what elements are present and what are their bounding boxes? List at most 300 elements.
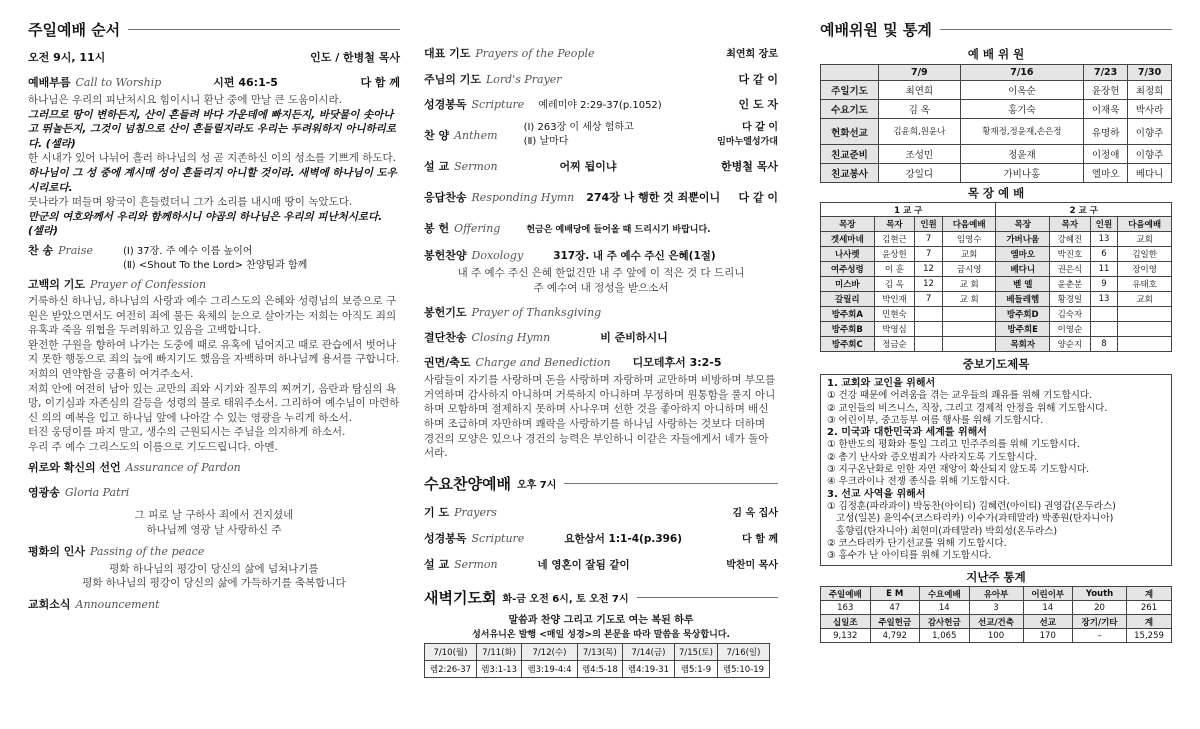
sermon-title: 어찌 됩이냐 [559,160,617,173]
dawn-ref-cell: 렘3:1-13 [476,660,521,677]
item-who: 박찬미 목사 [726,559,778,571]
order-item-peace [28,544,400,559]
mokjang-group-row [821,203,1172,217]
order-item-lords [424,72,778,87]
mokjang-cell: 7 [915,232,943,247]
mokjang-cell: 교회 [1118,292,1172,307]
peace-text [28,562,400,591]
wednesday-item [424,531,778,547]
mokjang-cell [915,337,943,352]
duty-cell: 강일디 [879,164,961,183]
dawn-day-cell: 7/13(목) [577,643,622,660]
order-item-anthem [424,121,778,149]
item-eng: Responding Hymn [471,191,575,204]
dawn-day-cell: 7/12(수) [522,643,577,660]
mokjang-cell: 7 [915,292,943,307]
prayer-item: ② 교인들의 비즈니스, 직장, 그리고 경제적 안정을 위해 기도합시다. [827,402,1108,414]
stats-head: 감사헌금 [920,615,970,629]
group-1: 1 교 구 [821,203,996,217]
mokjang-cell: 장이영 [1118,262,1172,277]
scripture-line: 뭇나라가 떠들며 왕국이 흔들렸더니 그가 소리를 내시매 땅이 녹았도다. [28,196,353,209]
section-title: 예배위원 및 통계 [820,20,932,39]
duty-cell: 가비나홍 [960,164,1084,183]
divider [564,483,778,484]
stats-head: 계 [1127,615,1172,629]
stats-value: 9,132 [821,629,871,643]
item-label: 주님의 기도 [424,73,481,86]
prayer-item: 홍향림(탄자니아) 최현미(과테말라) 박희성(온두라스) [827,525,1058,537]
item-label: 예배부름 [28,76,71,89]
anthem-who [717,121,778,149]
charge-ref: 디모데후서 3:2-5 [632,356,722,370]
prayer-item: ② 총기 난사와 증오범죄가 사라지도록 기도합시다. [827,451,1038,463]
dawn-subtitle: 말씀과 찬양 그리고 기도로 여는 복된 하루 [508,614,694,626]
duty-table [820,64,1172,183]
mokjang-cell: 12 [915,262,943,277]
mokjang-caption: 목 장 예 배 [967,186,1025,200]
wednesday-header [424,473,778,495]
duty-role: 주일기도 [821,81,879,100]
divider [637,597,778,598]
stats-value: 163 [821,601,871,615]
prayer-list [820,374,1172,566]
dawn-day-cell: 7/16(일) [717,643,769,660]
scripture-line: 하나님이 그 성 중에 계시매 성이 흔들리지 아니할 것이라. 새벽에 하나님이 도우시리로다. [28,166,397,194]
mokjang-head: 인원 [1090,217,1118,232]
mokjang-cell [915,307,943,322]
mokjang-head: 목자 [874,217,915,232]
order-item-call [28,75,400,90]
stats-head: 계 [1127,587,1172,601]
prayer-item: ① 김정훈(파라과이) 박동찬(아이티) 김혜련(아이티) 권영갑(온두라스) [827,500,1116,512]
peace-line: 평화 하나님의 평강이 당신의 삶에 가득하기를 축복합니다 [82,577,346,590]
mokjang-cell [942,322,996,337]
duty-body [821,81,1172,183]
item-label: 응답찬송 [424,191,467,204]
mokjang-cell: 6 [1090,247,1118,262]
mokjang-row [821,337,1172,352]
duty-row [821,119,1172,145]
item-eng: Doxology [471,249,524,262]
dawn-day-cell: 7/10(월) [425,643,477,660]
closing-title: 비 준비하시니 [600,331,668,345]
item-label: 결단찬송 [424,331,467,345]
item-eng: Passing of the peace [89,544,205,558]
stats-value: 4,792 [870,629,920,643]
order-item-thanks [424,305,778,320]
item-eng: Announcement [75,597,160,611]
item-label: 영광송 [28,486,60,500]
stats-value: 170 [1023,629,1073,643]
duty-cell: 이옥순 [960,81,1084,100]
divider [940,29,1172,30]
item-who: 다 함 께 [742,533,778,545]
mokjang-cell: 교회 [1118,232,1172,247]
item-ref: 시편 46:1-5 [213,76,278,89]
item-label: 봉헌기도 [424,306,467,320]
duty-row [821,145,1172,164]
mokjang-cell: 나사렛 [821,247,875,262]
section-header [28,18,400,40]
mokjang-head: 목장 [821,217,875,232]
duty-cell: 김 옥 [879,100,961,119]
mokjang-row [821,232,1172,247]
mokjang-cell: 방주회B [821,322,875,337]
mokjang-cell: 유태호 [1118,277,1172,292]
confession-paragraph: 완전한 구원을 향하여 나가는 도중에 때로 유혹에 넘어지고 때로 관습에서 벗어나지 못한 행동으로 죄의 늪에 빠지기도 했음을 자백하며 하나님께 용서를 구합니다. 저희의 연약함을 긍휼히 여겨주소서. [28,338,400,380]
prayer-item: ① 건강 때문에 어려움을 겪는 교우들의 쾌유를 위해 기도합시다. [827,390,1093,402]
duty-caption: 예 배 위 원 [967,47,1025,61]
mokjang-cell: 김숙자 [1050,307,1091,322]
mokjang-cell: 13 [1090,232,1118,247]
dawn-header [424,587,778,609]
duty-role: 헌화선교 [821,119,879,145]
order-item-gloria [28,485,400,500]
mokjang-cell: 벧 엘 [996,277,1050,292]
item-detail: 요한삼서 1:1-4(p.396) [564,532,683,545]
mokjang-cell: 김현근 [874,232,915,247]
item-eng: Closing Hymn [471,331,551,345]
prayer-group-title: 2. 미국과 대한민국과 세계를 위해서 [827,427,987,439]
prayer-item: ③ 홍수가 난 아이티를 위해 기도합시다. [827,550,992,562]
mokjang-cell: 정금순 [874,337,915,352]
stats-value: – [1073,629,1127,643]
mokjang-cell: 교회 [942,247,996,262]
mokjang-table [820,202,1172,352]
mokjang-cell: 방주회A [821,307,875,322]
doxology-title: 317장. 내 주 예수 주신 은혜(1절) [553,250,716,262]
order-item-praise [28,243,400,273]
duty-date: 7/30 [1128,65,1172,81]
duty-cell: 최연희 [879,81,961,100]
duty-cell: 홍기숙 [960,100,1084,119]
anthem-who-1: 다 같 이 [742,122,778,133]
confession-paragraph: 터진 웅덩이를 파지 말고, 생수의 근원되시는 주님을 의지하게 하소서. [28,426,346,439]
mokjang-cell: 교 회 [942,292,996,307]
item-label: 성경봉독 [424,531,467,545]
duty-date: 7/16 [960,65,1084,81]
item-eng: Scripture [471,98,525,111]
prayer-group-title: 1. 교회와 교인을 위해서 [827,378,936,389]
duty-cell: 엘마오 [1084,164,1128,183]
item-who: 한병철 목사 [721,160,778,173]
mokjang-cell: 미스바 [821,277,875,292]
order-item-sermon [424,159,778,174]
mokjang-cell: 윤상헌 [874,247,915,262]
dawn-note: 성서유니온 발행 <매일 성경>의 본문을 따라 말씀을 묵상합니다. [472,629,730,640]
duty-cell: 이향주 [1128,145,1172,164]
mokjang-row [821,262,1172,277]
duty-cell: 최정희 [1128,81,1172,100]
mokjang-cell: 11 [1090,262,1118,277]
divider [128,29,400,30]
hymn-title: 274장 나 행한 것 죄뿐이니 [586,191,721,204]
dawn-day-cell: 7/15(토) [674,643,717,660]
dawn-ref-cell: 렘3:19-4:4 [522,660,577,677]
anthem-songs [524,121,634,149]
item-eng: Prayers of the People [475,47,595,60]
dawn-days-row [425,643,770,660]
item-label: 기 도 [424,505,450,519]
duty-cell: 박사라 [1128,100,1172,119]
duty-cell: 김윤희,원윤나 [879,119,961,145]
stats-value: 261 [1127,601,1172,615]
mokjang-cell: 임영수 [942,232,996,247]
mokjang-row [821,322,1172,337]
duty-cell: 이정애 [1084,145,1128,164]
stats-caption: 지난주 통계 [966,570,1026,585]
wednesday-item [424,557,778,573]
stats-head: 주일헌금 [870,615,920,629]
mokjang-cell: 방주회D [996,307,1050,322]
mokjang-cell [915,322,943,337]
order-item-closing [424,330,778,345]
item-eng: Gloria Patri [64,486,130,500]
item-eng: Anthem [454,128,498,142]
section-title: 주일예배 순서 [28,20,121,39]
item-label: 찬 송 [28,243,54,257]
stats-column [820,0,1172,643]
offering-note: 헌금은 예배당에 들어올 때 드리시기 바랍니다. [526,225,711,235]
wednesday-item [424,505,778,521]
item-label: 성경봉독 [424,98,467,111]
dawn-ref-cell: 렘4:5-18 [577,660,622,677]
order-item-doxology [424,248,778,264]
item-label: 대표 기도 [424,47,471,60]
mokjang-cell: 황경일 [1050,292,1091,307]
mokjang-row [821,292,1172,307]
dawn-day-cell: 7/14(금) [623,643,675,660]
order-item-rep [424,46,778,62]
dawn-ref-cell: 렘4:19-31 [623,660,675,677]
peace-line: 평화 하나님의 평강이 당신의 삶에 넘쳐나기를 [109,562,319,575]
confession-paragraph: 거룩하신 하나님, 하나님의 사랑과 예수 그리스도의 은혜와 성령님의 보증으로 구원은 받았으면서도 여전히 죄에 물든 육체의 눈으로 살아가는 저희는 아직도 죄의 유혹과 죽음 위협을 두려워하고 있음을 고백합니다. [28,294,397,337]
item-eng: Offering [454,222,501,235]
item-ref: 예레미야 2:29-37(p.1052) [538,100,662,111]
service-time-row [28,50,400,65]
item-who: 최연희 장로 [726,49,778,60]
mokjang-cell: 교 회 [942,277,996,292]
scripture-line: 만군의 여호와께서 우리와 함께하시니 야곱의 하나님은 우리의 피난처시로다. (셀라) [28,210,383,238]
duty-date: 7/9 [879,65,961,81]
mokjang-cell: 박영심 [874,322,915,337]
mokjang-header-row [821,217,1172,232]
item-label: 평화의 인사 [28,544,85,558]
mokjang-body [821,232,1172,352]
service-time: 오전 9시, 11시 [28,51,106,64]
mokjang-cell: 9 [1090,277,1118,292]
stats-value: 3 [969,601,1023,615]
mokjang-head: 목자 [1050,217,1091,232]
scripture-line: 하나님은 우리의 피난처시요 힘이시니 환난 중에 만날 큰 도움이시라. [28,94,343,106]
item-label: 봉헌찬양 [424,249,467,262]
mokjang-cell: 가버나움 [996,232,1050,247]
item-eng: Lord's Prayer [485,73,562,86]
mokjang-cell: 이영순 [1050,322,1091,337]
stats-value: 14 [920,601,970,615]
dawn-ref-cell: 렘5:10-19 [717,660,769,677]
duty-cell: 이재욱 [1084,100,1128,119]
order-item-confession [28,277,400,292]
item-label: 권면/축도 [424,356,471,370]
doxology-line: 내 주 예수 주신 은혜 한없건만 내 주 앞에 이 적은 것 다 드리니 [457,267,745,279]
mokjang-cell: 방주회C [821,337,875,352]
doxology-text [424,266,778,295]
duty-role: 친교준비 [821,145,879,164]
mokjang-cell: 겟세마네 [821,232,875,247]
order-item-offering [424,221,778,238]
mokjang-cell: 갈릴리 [821,292,875,307]
dawn-readings-table [424,643,770,678]
order-item-scripture [424,97,778,113]
order-item-response [424,190,778,205]
praise-songs [123,245,307,273]
item-label: 봉 헌 [424,222,450,235]
mokjang-cell [1118,322,1172,337]
gloria-line: 그 피로 날 구하사 죄에서 건지셨네 [134,509,294,522]
stats-head: 수요예배 [920,587,970,601]
item-eng: Sermon [454,160,498,173]
mokjang-cell [942,307,996,322]
item-who: 다 함 께 [360,76,400,89]
confession-paragraph: 저희 안에 여전히 남아 있는 교만의 죄와 시기와 질투의 찌꺼기, 음란과 탐심의 욕망, 이기심과 자존심의 갈등을 성령의 불로 태워주소서. 그리하여 예수님이 마련하신 의의 예복을 입고 하나님 앞에 나아갈 수 있는 영광을 누리게 하소서. [28,382,400,424]
anthem-song-1: (Ⅰ) 263장 이 세상 험하고 [523,122,634,133]
group-2: 2 교 구 [996,203,1172,217]
mokjang-row [821,307,1172,322]
stats-head: 선교/건축 [969,615,1023,629]
mokjang-cell: 양순지 [1050,337,1091,352]
corner-cell [821,65,879,81]
stats-value: 14 [1023,601,1073,615]
order-item-pardon [28,460,400,475]
item-label: 위로와 확신의 선언 [28,461,121,475]
item-who: 다 같 이 [738,191,778,204]
mokjang-cell: 김일한 [1118,247,1172,262]
charge-text: 사람들이 자기를 사랑하며 돈을 사랑하며 자랑하며 교만하며 비방하며 부모를 거역하며 감사하지 아니하며 거룩하지 아니하며 무정하며 원통함을 풀지 아니하며 모함하며 절제하지 못하며 사나우며 선한 것을 좋아하지 아니하며 배신하며 조급하며 자만하며 쾌락을 사랑하기를 하나님 사랑하는 것보다 더하며 경건의 모양은 있으나 경건의 능력은 부인하니 이같은 자들에게서 네가 돌아서라. [424,374,776,460]
confession-paragraph: 우리 주 예수 그리스도의 이름으로 기도드립니다. 아멘. [28,440,278,453]
mokjang-cell: 12 [915,277,943,292]
duty-cell: 황재정,정윤재,손은정 [960,119,1084,145]
mokjang-head: 다음예배 [942,217,996,232]
mokjang-cell: 윤춘분 [1050,277,1091,292]
anthem-who-2: 임마누엘성가대 [717,137,778,147]
gloria-text [28,508,400,537]
stats-head: Youth [1073,587,1127,601]
duty-cell: 정윤재 [960,145,1084,164]
order-item-charge [424,355,778,370]
stats-value-row-1 [821,601,1172,615]
stats-header-row-1 [821,587,1172,601]
stats-value: 1,065 [920,629,970,643]
duty-row [821,100,1172,119]
item-label: 찬 양 [424,128,450,142]
item-label: 교회소식 [28,597,71,611]
duty-header-row [821,65,1172,81]
duty-cell: 이향주 [1128,119,1172,145]
mokjang-cell: 방주회E [996,322,1050,337]
prayer-item: ③ 어린이부, 중고등부 여름 행사를 위해 기도합시다. [827,414,1044,426]
item-eng: Prayer of Confession [89,277,207,291]
duty-row [821,164,1172,183]
dawn-refs-row [425,660,770,677]
mokjang-cell: 박인재 [874,292,915,307]
mokjang-cell: 여주성령 [821,262,875,277]
stats-head: 십일조 [821,615,871,629]
worship-order-column-2 [424,0,778,678]
item-label: 설 교 [424,557,450,571]
stats-value: 100 [969,629,1023,643]
item-detail: 네 영혼이 잘됨 같이 [537,558,630,571]
worship-order-column [28,0,400,612]
stats-header-row-2 [821,615,1172,629]
mokjang-cell: 박진호 [1050,247,1091,262]
stats-head: 장기/기타 [1073,615,1127,629]
item-eng: Prayer of Thanksgiving [471,306,602,320]
wednesday-title: 수요찬양예배 [424,475,511,494]
gloria-line: 하나님께 영광 날 사랑하신 주 [146,524,282,537]
prayer-item: ③ 지구온난화로 인한 자연 재앙이 확산되지 않도록 기도합시다. [827,464,1090,476]
duty-role: 친교봉사 [821,164,879,183]
item-eng: Scripture [471,531,525,545]
prayer-item: ① 한반도의 평화와 통일 그리고 민주주의를 위해 기도합시다. [827,439,1080,451]
mokjang-cell: 엠마오 [996,247,1050,262]
confession-text [28,294,400,455]
prayer-group-title: 3. 선교 사역을 위해서 [827,488,926,500]
prayer-item: ② 코스타리카 단기선교를 위해 기도합시다. [827,537,1007,549]
prayer-item: 고성(일본) 윤익수(코스타리카) 이수가(과테말라) 박종원(탄자니아) [827,513,1114,525]
mokjang-cell: 권은식 [1050,262,1091,277]
item-eng: Call to Worship [75,76,162,89]
mokjang-row [821,247,1172,262]
stats-head: 주일예배 [821,587,871,601]
stats-value: 47 [870,601,920,615]
call-to-worship-text [28,93,400,239]
stats-head: 어린이부 [1023,587,1073,601]
duty-cell: 유명하 [1084,119,1128,145]
mokjang-cell [942,337,996,352]
item-eng: Sermon [454,557,498,571]
item-eng: Assurance of Pardon [125,461,241,475]
order-item-announce [28,597,400,612]
mokjang-cell [1090,307,1118,322]
stats-head: E M [870,587,920,601]
stats-table [820,586,1172,643]
item-who: 다 같 이 [738,73,778,86]
duty-role: 수요기도 [821,100,879,119]
mokjang-head: 다음예배 [1118,217,1172,232]
mokjang-cell: 목회자 [996,337,1050,352]
mokjang-cell: 베들레헴 [996,292,1050,307]
praise-song-2: (Ⅱ) <Shout To the Lord> 찬양팀과 함께 [122,259,308,271]
anthem-song-2: (Ⅱ) 날마다 [523,136,569,147]
mokjang-row [821,277,1172,292]
duty-cell: 윤장헌 [1084,81,1128,100]
dawn-ref-cell: 렘5:1-9 [674,660,717,677]
item-eng: Praise [58,243,93,257]
stats-head: 유아부 [969,587,1023,601]
scripture-line: 그러므로 땅이 변하든지, 산이 흔들려 바다 가운데에 빠지든지, 바닷물이 솟아나고 뛰놀든지, 그것이 넘침으로 산이 흔들릴지라도 우리는 두려워하지 아니하리로다. (셀라) [28,108,396,150]
stats-value: 15,259 [1127,629,1172,643]
wednesday-items [424,505,778,573]
mokjang-cell: 민현숙 [874,307,915,322]
stats-value: 20 [1073,601,1127,615]
item-who: 김 옥 집사 [732,507,778,519]
scripture-line: 한 시내가 있어 나뉘어 흘러 하나님의 성 곧 지존하신 이의 성소를 기쁘게 하도다. [28,152,396,165]
mokjang-cell: 금시영 [942,262,996,277]
mokjang-cell: 김 옥 [874,277,915,292]
mokjang-cell: 13 [1090,292,1118,307]
duty-cell: 조성민 [879,145,961,164]
